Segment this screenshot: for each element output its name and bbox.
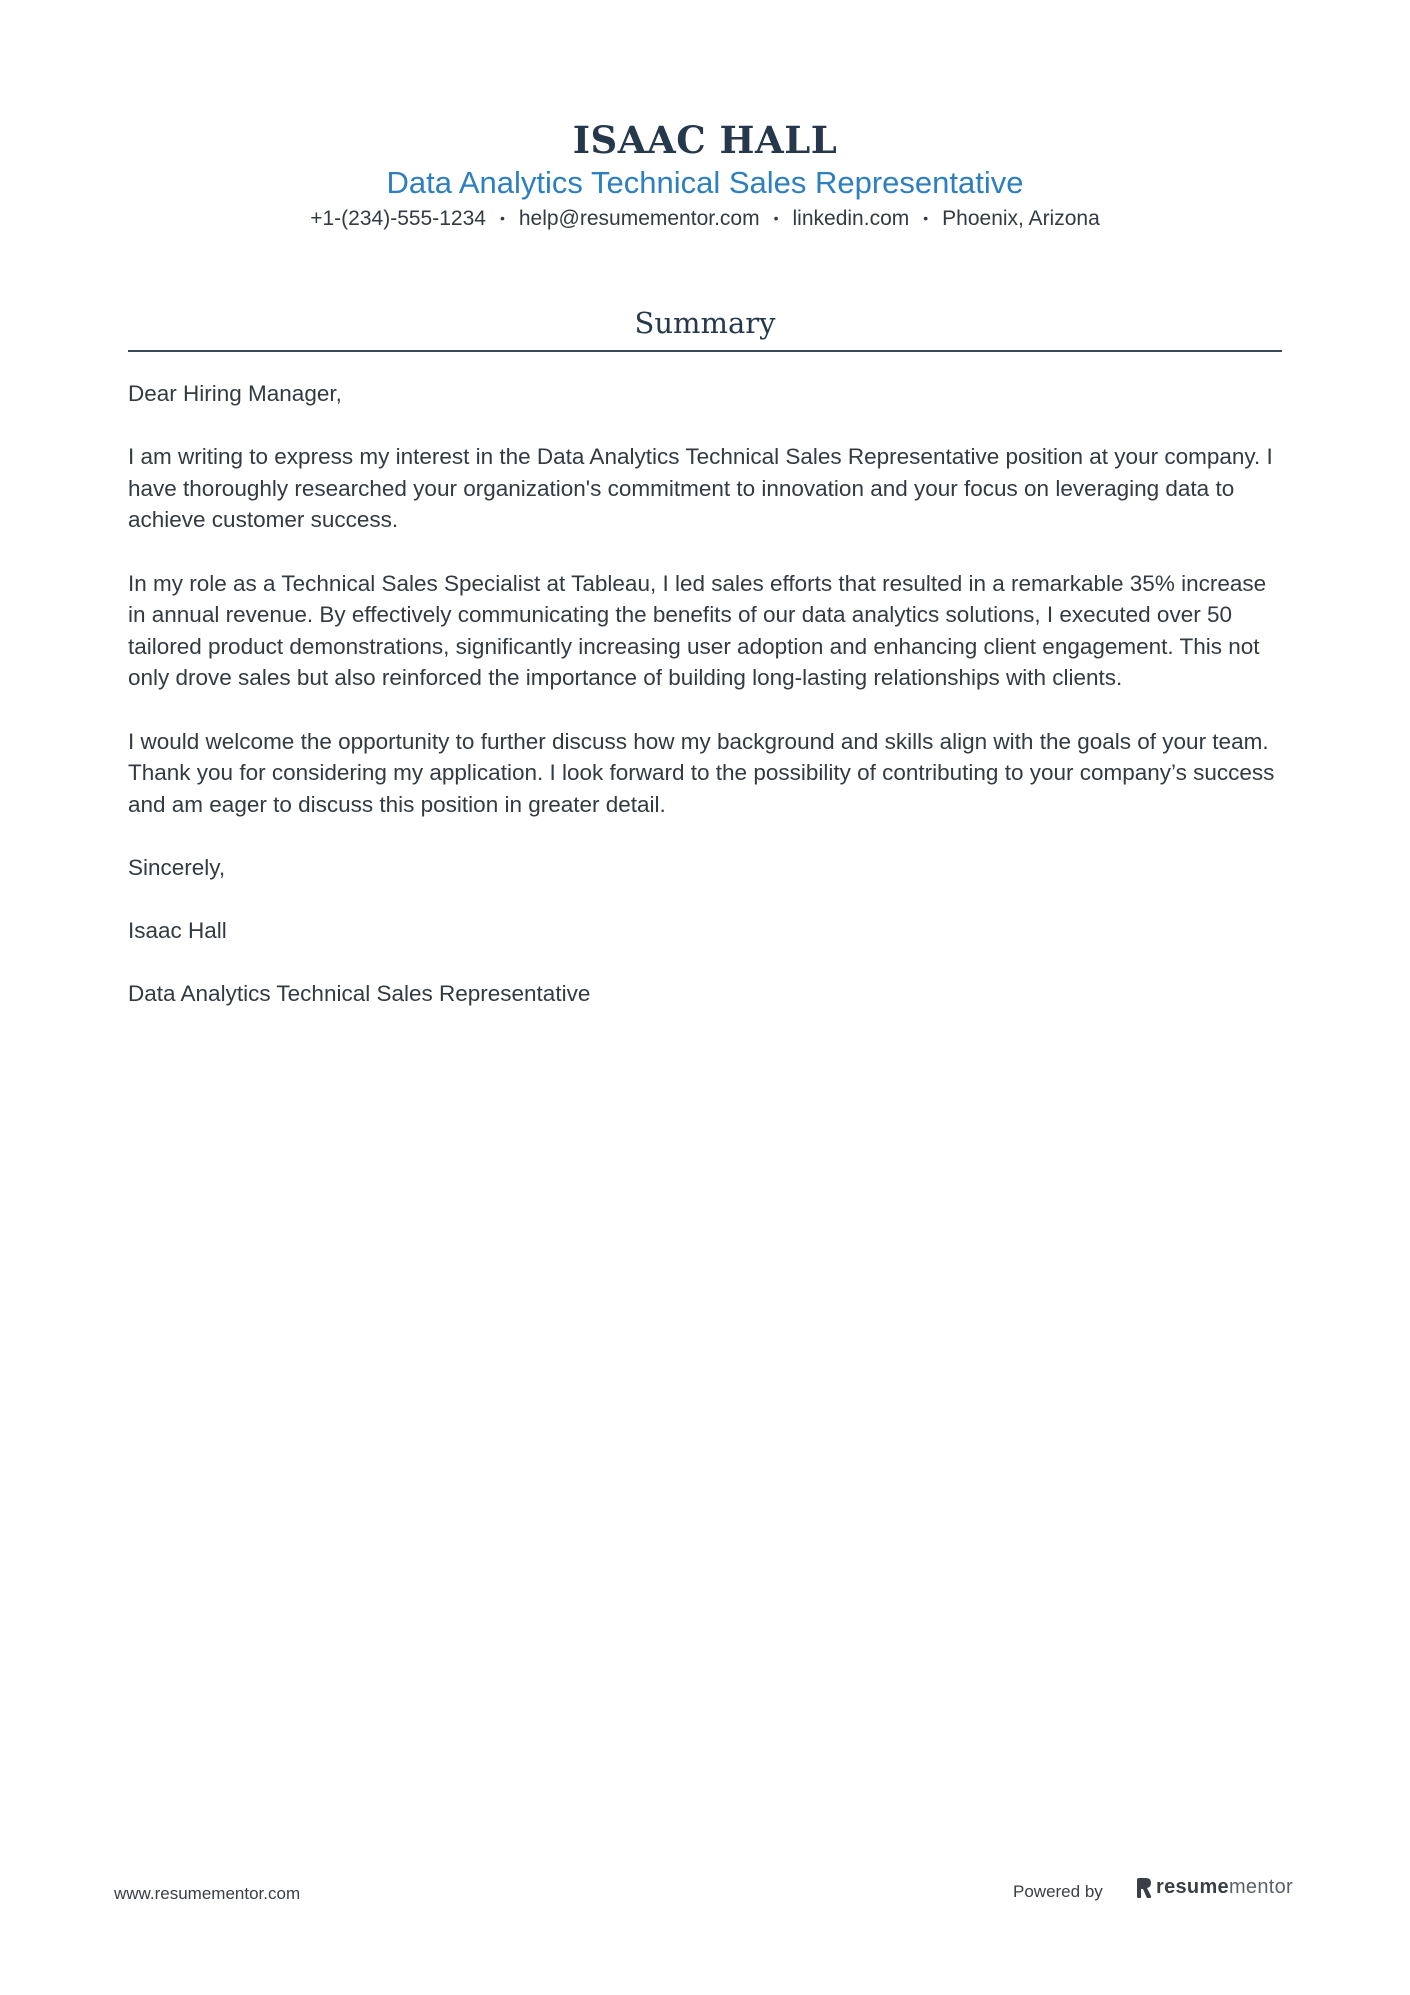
contact-location: Phoenix, Arizona xyxy=(942,207,1100,230)
contact-email[interactable]: help@resumementor.com xyxy=(518,207,760,230)
resumementor-brand-logo[interactable] xyxy=(1135,1876,1293,1899)
resume-header xyxy=(0,118,1410,233)
letter-closing: Sincerely, xyxy=(128,854,226,880)
contact-line xyxy=(0,204,1410,233)
brand-wordmark-part2: mentor xyxy=(1228,1876,1293,1898)
contact-phone: +1-(234)-555-1234 xyxy=(310,207,486,230)
contact-separator: • xyxy=(773,210,779,226)
letter-paragraph: I would welcome the opportunity to further discuss how my background and skills align with the goals of your team. Thank you for considering my application. I look forward to the possibility of contributing to your company’s success and am eager to discuss this position in greater detail. xyxy=(128,728,1275,817)
contact-separator: • xyxy=(923,210,929,226)
section-title-summary: Summary xyxy=(634,306,776,340)
contact-separator: • xyxy=(499,210,505,226)
letter-paragraph: I am writing to express my interest in the Data Analytics Technical Sales Representative position at your company. I have thoroughly researched your organization's commitment to innovation and your focus on leveraging data to achieve customer success. xyxy=(128,444,1273,533)
powered-by-label: Powered by xyxy=(1013,1882,1103,1901)
candidate-name: ISAAC HALL xyxy=(572,118,838,162)
letter-greeting: Dear Hiring Manager, xyxy=(128,381,342,406)
letter-paragraph: In my role as a Technical Sales Specialist at Tableau, I led sales efforts that resulted in a remarkable 35% increase in annual revenue. By effectively communicating the benefits of our data analytics solutions, I executed over 50 tailored product demonstrations, significantly increasing user adoption and enhancing client engagement. This not only drove sales but also reinforced the importance of building long-lasting relationships with clients. xyxy=(128,570,1267,691)
footer-website-link[interactable]: www.resumementor.com xyxy=(114,1884,301,1903)
brand-wordmark-part1: resume xyxy=(1156,1876,1229,1898)
signature-name: Isaac Hall xyxy=(128,918,227,944)
contact-linkedin[interactable]: linkedin.com xyxy=(792,207,910,230)
candidate-role: Data Analytics Technical Sales Representative xyxy=(386,165,1024,200)
brand-wordmark xyxy=(1156,1876,1293,1899)
cover-letter-body xyxy=(128,378,1282,1041)
section-divider xyxy=(128,350,1282,352)
resumementor-logo-icon xyxy=(1135,1877,1152,1899)
signature-title: Data Analytics Technical Sales Representative xyxy=(128,981,591,1007)
